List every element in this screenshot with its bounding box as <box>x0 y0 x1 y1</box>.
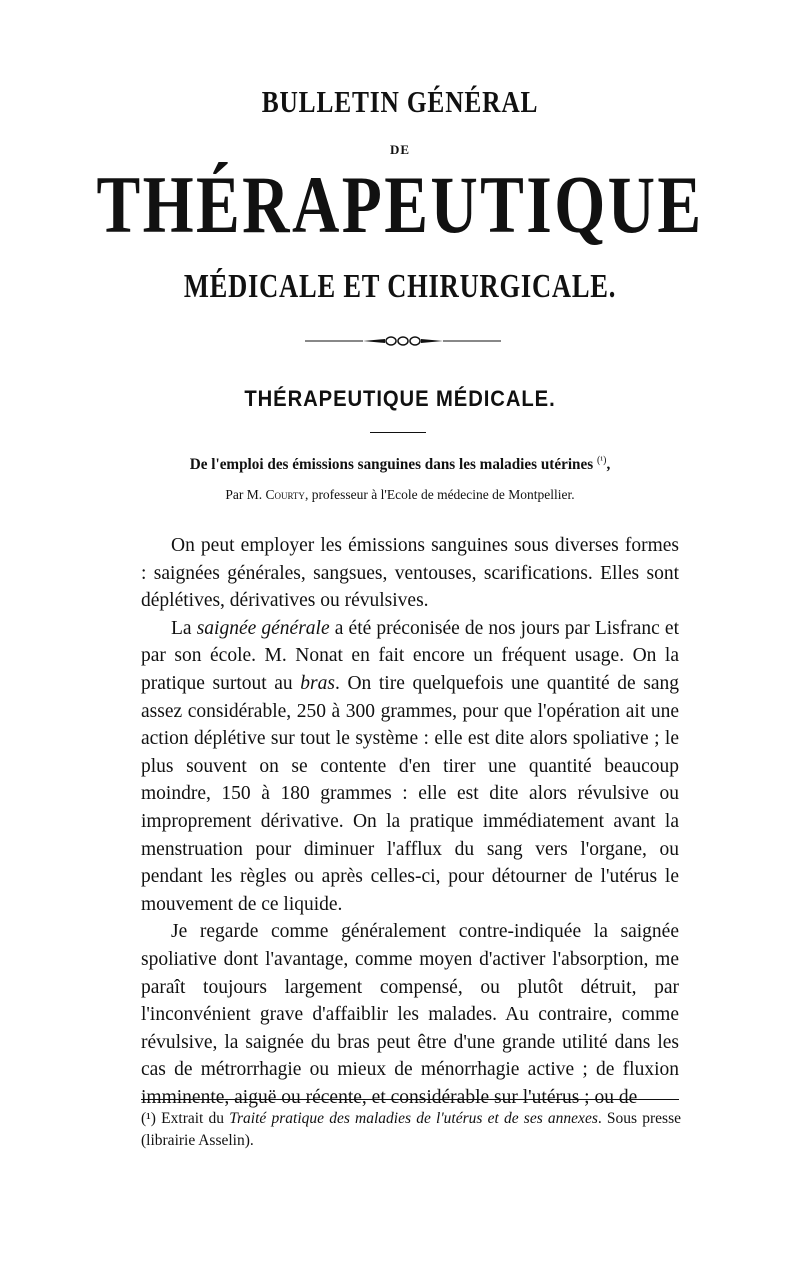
article-title-end: , <box>606 456 611 474</box>
paragraph-2-emphasis-bras: bras <box>300 672 335 694</box>
article-byline <box>0 487 800 503</box>
journal-title-de: DE <box>389 142 411 157</box>
journal-title-bulletin: BULLETIN GÉNÉRAL <box>261 84 539 119</box>
section-divider <box>370 432 426 433</box>
section-heading: THÉRAPEUTIQUE MÉDICALE. <box>244 386 556 411</box>
footnote-mark: (¹) <box>141 1110 156 1127</box>
footnote-text-b: . Sous presse (librairie Asselin). <box>141 1110 682 1149</box>
paragraph-2-emphasis-saignee: saignée générale <box>196 617 330 639</box>
ornament-rule-icon <box>305 334 501 348</box>
footnote-text-a: Extrait du <box>155 1110 230 1127</box>
author-name: Courty <box>265 487 305 502</box>
paragraph-2-part-a: La <box>171 617 197 639</box>
article-title <box>8 455 792 474</box>
byline-suffix: , professeur à l'Ecole de médecine de Montpellier. <box>304 487 575 502</box>
footnote <box>141 1108 681 1152</box>
article-note-mark: (¹) <box>596 455 607 466</box>
journal-subtitle: MÉDICALE ET CHIRURGICALE. <box>183 268 617 305</box>
paragraph-2-part-c: . On tire quelquefois une quantité de sang assez considérable, 250 à 300 grammes, pour que l'opération ait une action déplétive sur tout le système : elle est dite alors spoliative ; le plus souvent on se contente d'en tirer une quantité beaucoup moindre, 150 à 180 grammes : elle est dite alors révulsive ou improprement dérivative. On la pratique immédiatement avant la menstruation pour diminuer l'afflux du sang vers l'organe, ou pendant les règles ou après celles-ci, pour détourner de l'utérus le mouvement de ce liquide. <box>141 672 679 915</box>
footnote-rule <box>141 1099 679 1100</box>
article-body <box>141 532 679 1111</box>
byline-prefix: Par M. <box>225 487 263 502</box>
paragraph-2 <box>141 615 679 919</box>
footnote-book-title: Traité pratique des maladies de l'utérus et de ses annexes <box>229 1110 598 1127</box>
journal-title-therapeutique: THÉRAPEUTIQUE <box>96 159 704 250</box>
paragraph-2-part-b: a été préconisée de nos jours par Lisfranc et par son école. M. Nonat en fait encore un fréquent usage. On la pratique surtout au <box>141 617 679 694</box>
article-title-text: De l'emploi des émissions sanguines dans les maladies utérines <box>189 456 594 474</box>
paragraph-3: Je regarde comme généralement contre-indiquée la saignée spoliative dont l'avantage, comme moyen d'activer l'absorption, me paraît toujours largement compensé, ou plutôt détruit, par l'inconvénient grave d'affaiblir les malades. Au contraire, comme révulsive, la saignée du bras peut être d'une grande utilité dans les cas de métrorrhagie ou mieux de ménorrhagie active ; de fluxion imminente, aiguë ou récente, et considérable sur l'utérus ; ou de <box>141 921 679 1108</box>
paragraph-1: On peut employer les émissions sanguines sous diverses formes : saignées générales, sangsues, ventouses, scarifications. Elles sont déplétives, dérivatives ou révulsives. <box>141 535 679 612</box>
